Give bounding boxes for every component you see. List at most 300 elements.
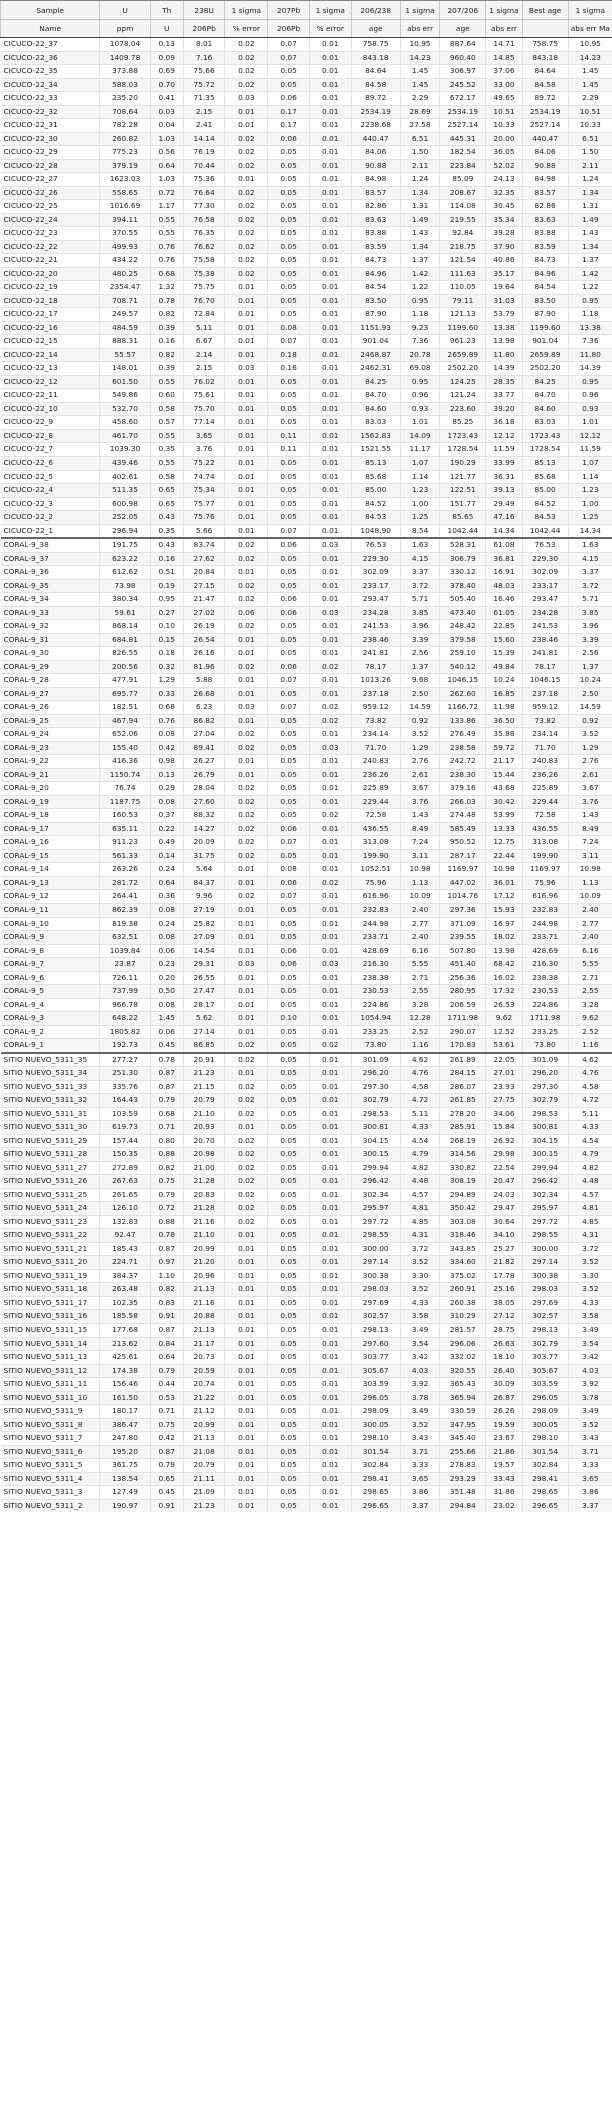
age-207-206-cell: 85.65 xyxy=(440,511,486,525)
u-ppm-cell: 264.41 xyxy=(100,890,150,904)
pb207-pb206-cell: 0.05 xyxy=(268,456,310,470)
best-age-cell: 301.09 xyxy=(522,1053,568,1067)
u238-pb206-cell: 20.91 xyxy=(183,1053,225,1067)
sigma-pct-cell: 0.01 xyxy=(309,267,351,281)
age-206-238-cell: 84.98 xyxy=(351,173,400,187)
sigma-pct-cell: 0.01 xyxy=(309,497,351,511)
age-207-206-cell: 238.30 xyxy=(440,768,486,782)
sigma-pct-cell: 0.01 xyxy=(225,524,268,538)
th-u-cell: 0.08 xyxy=(150,998,183,1012)
sample-name-cell: CORAL-9_11 xyxy=(1,904,100,918)
table-row xyxy=(1,92,612,106)
abs-err-cell: 11.80 xyxy=(486,348,522,362)
age-206-238-cell: 225.89 xyxy=(351,782,400,796)
age-207-206-cell: 672.17 xyxy=(440,92,486,106)
best-age-cell: 440.47 xyxy=(522,132,568,146)
sigma-pct-cell: 0.03 xyxy=(225,701,268,715)
abs-err-cell: 22.05 xyxy=(486,1053,522,1067)
table-row xyxy=(1,782,612,796)
sample-name-cell: CORAL-9_28 xyxy=(1,674,100,688)
sigma-pct-cell: 0.01 xyxy=(309,1269,351,1283)
table-row xyxy=(1,254,612,268)
sigma-pct-cell: 0.02 xyxy=(225,579,268,593)
sample-name-cell: CICUCO-22_27 xyxy=(1,173,100,187)
pb207-pb206-cell: 0.05 xyxy=(268,647,310,661)
best-age-err-cell: 3.37 xyxy=(568,566,612,580)
th-u-cell: 0.68 xyxy=(150,1107,183,1121)
abs-err-cell: 1.34 xyxy=(400,240,440,254)
u238-pb206-cell: 26.55 xyxy=(183,971,225,985)
age-206-238-cell: 87.90 xyxy=(351,308,400,322)
th-u-cell: 0.39 xyxy=(150,362,183,376)
sigma-pct-cell: 0.01 xyxy=(309,92,351,106)
u238-pb206-cell: 86.85 xyxy=(183,1039,225,1053)
best-age-cell: 302.57 xyxy=(522,1310,568,1324)
best-age-err-cell: 4.62 xyxy=(568,1053,612,1067)
sample-name-cell: CORAL-9_25 xyxy=(1,714,100,728)
age-206-238-cell: 313.08 xyxy=(351,836,400,850)
best-age-cell: 296.42 xyxy=(522,1175,568,1189)
sample-name-cell: SITIO NUEVO_5311_27 xyxy=(1,1161,100,1175)
age-206-238-cell: 83.57 xyxy=(351,186,400,200)
u-ppm-cell: 386.47 xyxy=(100,1418,150,1432)
best-age-err-cell: 1.42 xyxy=(568,267,612,281)
abs-err-cell: 12.52 xyxy=(486,1025,522,1039)
best-age-err-cell: 10.33 xyxy=(568,119,612,133)
header-cell: Best age xyxy=(522,1,568,20)
age-206-238-cell: 83.50 xyxy=(351,294,400,308)
best-age-cell: 1046.15 xyxy=(522,674,568,688)
age-206-238-cell: 71.70 xyxy=(351,741,400,755)
age-206-238-cell: 298.65 xyxy=(351,1486,400,1500)
th-u-cell: 0.65 xyxy=(150,1472,183,1486)
u238-pb206-cell: 5.64 xyxy=(183,863,225,877)
th-u-cell: 0.06 xyxy=(150,944,183,958)
sample-name-cell: CICUCO-22_13 xyxy=(1,362,100,376)
pb207-pb206-cell: 0.05 xyxy=(268,917,310,931)
u238-pb206-cell: 20.99 xyxy=(183,1242,225,1256)
best-age-cell: 302.34 xyxy=(522,1188,568,1202)
age-207-206-cell: 294.84 xyxy=(440,1499,486,1512)
pb207-pb206-cell: 0.05 xyxy=(268,971,310,985)
sample-name-cell: CORAL-9_3 xyxy=(1,1012,100,1026)
sample-name-cell: CORAL-9_34 xyxy=(1,593,100,607)
sigma-pct-cell: 0.01 xyxy=(309,362,351,376)
abs-err-cell: 3.85 xyxy=(400,606,440,620)
sample-name-cell: SITIO NUEVO_5311_7 xyxy=(1,1432,100,1446)
age-206-238-cell: 84.73 xyxy=(351,254,400,268)
table-row xyxy=(1,497,612,511)
abs-err-cell: 10.24 xyxy=(486,674,522,688)
u238-pb206-cell: 75.72 xyxy=(183,78,225,92)
sigma-pct-cell: 0.02 xyxy=(309,1039,351,1053)
abs-err-cell: 30.64 xyxy=(486,1215,522,1229)
age-206-238-cell: 303.59 xyxy=(351,1378,400,1392)
best-age-cell: 2502.20 xyxy=(522,362,568,376)
th-u-cell: 0.24 xyxy=(150,917,183,931)
abs-err-cell: 26.92 xyxy=(486,1134,522,1148)
best-age-cell: 85.00 xyxy=(522,484,568,498)
table-row xyxy=(1,1134,612,1148)
abs-err-cell: 4.72 xyxy=(400,1094,440,1108)
u238-pb206-cell: 26.16 xyxy=(183,647,225,661)
u-ppm-cell: 247.80 xyxy=(100,1432,150,1446)
age-206-238-cell: 229.44 xyxy=(351,795,400,809)
table-row xyxy=(1,389,612,403)
u-ppm-cell: 632.51 xyxy=(100,931,150,945)
best-age-err-cell: 3.72 xyxy=(568,1242,612,1256)
sample-name-cell: SITIO NUEVO_5311_25 xyxy=(1,1188,100,1202)
pb207-pb206-cell: 0.05 xyxy=(268,1148,310,1162)
sigma-pct-cell: 0.01 xyxy=(309,227,351,241)
sigma-pct-cell: 0.01 xyxy=(309,484,351,498)
u238-pb206-cell: 76.64 xyxy=(183,186,225,200)
best-age-err-cell: 3.52 xyxy=(568,1256,612,1270)
best-age-cell: 232.83 xyxy=(522,904,568,918)
sigma-pct-cell: 0.03 xyxy=(225,958,268,972)
sigma-pct-cell: 0.02 xyxy=(225,1107,268,1121)
u238-pb206-cell: 21.16 xyxy=(183,1215,225,1229)
u-ppm-cell: 281.72 xyxy=(100,876,150,890)
best-age-err-cell: 4.03 xyxy=(568,1364,612,1378)
best-age-err-cell: 1.00 xyxy=(568,497,612,511)
sigma-pct-cell: 0.01 xyxy=(309,944,351,958)
th-u-cell: 0.29 xyxy=(150,782,183,796)
age-207-206-cell: 1711.98 xyxy=(440,1012,486,1026)
table-row xyxy=(1,538,612,552)
table-row xyxy=(1,443,612,457)
abs-err-cell: 4.15 xyxy=(400,552,440,566)
abs-err-cell: 1.45 xyxy=(400,65,440,79)
th-u-cell: 0.41 xyxy=(150,92,183,106)
pb207-pb206-cell: 0.05 xyxy=(268,1161,310,1175)
pb207-pb206-cell: 0.05 xyxy=(268,687,310,701)
u238-pb206-cell: 20.74 xyxy=(183,1378,225,1392)
sample-name-cell: SITIO NUEVO_5311_13 xyxy=(1,1351,100,1365)
best-age-err-cell: 3.92 xyxy=(568,1378,612,1392)
pb207-pb206-cell: 0.07 xyxy=(268,701,310,715)
sample-name-cell: CORAL-9_29 xyxy=(1,660,100,674)
th-u-cell: 0.22 xyxy=(150,822,183,836)
abs-err-cell: 1.34 xyxy=(400,186,440,200)
pb207-pb206-cell: 0.06 xyxy=(268,876,310,890)
sigma-pct-cell: 0.01 xyxy=(309,579,351,593)
u238-pb206-cell: 77.14 xyxy=(183,416,225,430)
age-206-238-cell: 299.94 xyxy=(351,1161,400,1175)
age-207-206-cell: 114.08 xyxy=(440,200,486,214)
th-u-cell: 0.64 xyxy=(150,876,183,890)
pb207-pb206-cell: 0.05 xyxy=(268,1405,310,1419)
sample-name-cell: SITIO NUEVO_5311_15 xyxy=(1,1323,100,1337)
table-row xyxy=(1,308,612,322)
best-age-err-cell: 4.31 xyxy=(568,1229,612,1243)
age-206-238-cell: 298.03 xyxy=(351,1283,400,1297)
abs-err-cell: 10.33 xyxy=(486,119,522,133)
best-age-err-cell: 3.52 xyxy=(568,1283,612,1297)
age-207-206-cell: 447.02 xyxy=(440,876,486,890)
sample-name-cell: CICUCO-22_35 xyxy=(1,65,100,79)
u-ppm-cell: 157.44 xyxy=(100,1134,150,1148)
pb207-pb206-cell: 0.05 xyxy=(268,281,310,295)
sigma-pct-cell: 0.06 xyxy=(225,606,268,620)
u-ppm-cell: 127.49 xyxy=(100,1486,150,1500)
age-207-206-cell: 2534.19 xyxy=(440,105,486,119)
u238-pb206-cell: 83.74 xyxy=(183,538,225,552)
age-206-238-cell: 296.42 xyxy=(351,1175,400,1189)
sigma-pct-cell: 0.01 xyxy=(309,308,351,322)
sample-name-cell: CORAL-9_16 xyxy=(1,836,100,850)
table-row xyxy=(1,1351,612,1365)
u-ppm-cell: 200.56 xyxy=(100,660,150,674)
sample-name-cell: CICUCO-22_17 xyxy=(1,308,100,322)
sigma-pct-cell: 0.02 xyxy=(225,200,268,214)
u-ppm-cell: 370.55 xyxy=(100,227,150,241)
age-206-238-cell: 305.67 xyxy=(351,1364,400,1378)
abs-err-cell: 3.54 xyxy=(400,1337,440,1351)
sigma-pct-cell: 0.02 xyxy=(225,552,268,566)
sigma-pct-cell: 0.01 xyxy=(225,1269,268,1283)
best-age-err-cell: 14.39 xyxy=(568,362,612,376)
u-ppm-cell: 439.46 xyxy=(100,456,150,470)
th-u-cell: 0.78 xyxy=(150,1053,183,1067)
age-207-206-cell: 285.91 xyxy=(440,1121,486,1135)
abs-err-cell: 1.63 xyxy=(400,538,440,552)
best-age-cell: 297.14 xyxy=(522,1256,568,1270)
table-row xyxy=(1,294,612,308)
age-206-238-cell: 1052.51 xyxy=(351,863,400,877)
age-207-206-cell: 261.85 xyxy=(440,1094,486,1108)
abs-err-cell: 0.92 xyxy=(400,714,440,728)
pb207-pb206-cell: 0.05 xyxy=(268,728,310,742)
table-row xyxy=(1,281,612,295)
th-u-cell: 0.87 xyxy=(150,1080,183,1094)
sample-name-cell: SITIO NUEVO_5311_9 xyxy=(1,1405,100,1419)
abs-err-cell: 3.65 xyxy=(400,1472,440,1486)
table-row xyxy=(1,985,612,999)
sigma-pct-cell: 0.02 xyxy=(225,227,268,241)
th-u-cell: 0.88 xyxy=(150,1148,183,1162)
pb207-pb206-cell: 0.17 xyxy=(268,119,310,133)
u238-pb206-cell: 20.59 xyxy=(183,1364,225,1378)
best-age-err-cell: 3.76 xyxy=(568,795,612,809)
sigma-pct-cell: 0.01 xyxy=(225,402,268,416)
table-row xyxy=(1,321,612,335)
best-age-cell: 237.18 xyxy=(522,687,568,701)
best-age-cell: 85.13 xyxy=(522,456,568,470)
sample-name-cell: CORAL-9_7 xyxy=(1,958,100,972)
abs-err-cell: 9.62 xyxy=(486,1012,522,1026)
pb207-pb206-cell: 0.05 xyxy=(268,294,310,308)
u-ppm-cell: 155.40 xyxy=(100,741,150,755)
u238-pb206-cell: 76.19 xyxy=(183,146,225,160)
best-age-cell: 230.53 xyxy=(522,985,568,999)
best-age-cell: 1169.97 xyxy=(522,863,568,877)
sample-name-cell: CORAL-9_37 xyxy=(1,552,100,566)
pb207-pb206-cell: 0.08 xyxy=(268,321,310,335)
u238-pb206-cell: 75.77 xyxy=(183,497,225,511)
best-age-err-cell: 3.30 xyxy=(568,1269,612,1283)
sigma-pct-cell: 0.01 xyxy=(309,1242,351,1256)
table-row xyxy=(1,65,612,79)
table-row xyxy=(1,1486,612,1500)
sigma-pct-cell: 0.02 xyxy=(309,714,351,728)
age-206-238-cell: 85.13 xyxy=(351,456,400,470)
best-age-err-cell: 1.18 xyxy=(568,308,612,322)
abs-err-cell: 23.67 xyxy=(486,1432,522,1446)
table-row xyxy=(1,1310,612,1324)
sigma-pct-cell: 0.01 xyxy=(309,728,351,742)
header-cell: 207Pb xyxy=(268,1,310,20)
best-age-cell: 297.69 xyxy=(522,1296,568,1310)
abs-err-cell: 1.14 xyxy=(400,470,440,484)
u-ppm-cell: 708.71 xyxy=(100,294,150,308)
age-207-206-cell: 294.89 xyxy=(440,1188,486,1202)
sigma-pct-cell: 0.01 xyxy=(309,119,351,133)
pb207-pb206-cell: 0.05 xyxy=(268,1202,310,1216)
sigma-pct-cell: 0.01 xyxy=(225,1472,268,1486)
abs-err-cell: 17.12 xyxy=(486,890,522,904)
table-row xyxy=(1,51,612,65)
sigma-pct-cell: 0.01 xyxy=(225,566,268,580)
table-row xyxy=(1,660,612,674)
sigma-pct-cell: 0.01 xyxy=(225,1310,268,1324)
best-age-err-cell: 1.16 xyxy=(568,1039,612,1053)
abs-err-cell: 20.47 xyxy=(486,1175,522,1189)
sample-name-cell: CORAL-9_32 xyxy=(1,620,100,634)
age-207-206-cell: 110.05 xyxy=(440,281,486,295)
age-207-206-cell: 111.63 xyxy=(440,267,486,281)
u-ppm-cell: 267.63 xyxy=(100,1175,150,1189)
pb207-pb206-cell: 0.05 xyxy=(268,1310,310,1324)
pb207-pb206-cell: 0.06 xyxy=(268,822,310,836)
th-u-cell: 0.42 xyxy=(150,1432,183,1446)
pb207-pb206-cell: 0.05 xyxy=(268,795,310,809)
u238-pb206-cell: 70.44 xyxy=(183,159,225,173)
abs-err-cell: 6.51 xyxy=(400,132,440,146)
best-age-cell: 233.71 xyxy=(522,931,568,945)
table-row xyxy=(1,186,612,200)
pb207-pb206-cell: 0.05 xyxy=(268,146,310,160)
sample-name-cell: CORAL-9_31 xyxy=(1,633,100,647)
u-ppm-cell: 1187.75 xyxy=(100,795,150,809)
best-age-cell: 83.57 xyxy=(522,186,568,200)
header-cell: 1 sigma xyxy=(400,1,440,20)
age-207-206-cell: 960.40 xyxy=(440,51,486,65)
sample-name-cell: CICUCO-22_12 xyxy=(1,375,100,389)
age-206-238-cell: 229.30 xyxy=(351,552,400,566)
best-age-err-cell: 1.14 xyxy=(568,470,612,484)
th-u-cell: 0.87 xyxy=(150,1067,183,1081)
abs-err-cell: 15.60 xyxy=(486,633,522,647)
u238-pb206-cell: 14.27 xyxy=(183,822,225,836)
abs-err-cell: 21.82 xyxy=(486,1256,522,1270)
sigma-pct-cell: 0.02 xyxy=(225,213,268,227)
sample-name-cell: CORAL-9_1 xyxy=(1,1039,100,1053)
u238-pb206-cell: 21.13 xyxy=(183,1432,225,1446)
table-row xyxy=(1,741,612,755)
pb207-pb206-cell: 0.05 xyxy=(268,1337,310,1351)
abs-err-cell: 26.26 xyxy=(486,1405,522,1419)
u238-pb206-cell: 20.79 xyxy=(183,1459,225,1473)
pb207-pb206-cell: 0.05 xyxy=(268,1053,310,1067)
sigma-pct-cell: 0.01 xyxy=(225,904,268,918)
pb207-pb206-cell: 0.17 xyxy=(268,105,310,119)
abs-err-cell: 15.84 xyxy=(486,1121,522,1135)
sigma-pct-cell: 0.01 xyxy=(225,484,268,498)
best-age-cell: 302.79 xyxy=(522,1337,568,1351)
u238-pb206-cell: 76.58 xyxy=(183,213,225,227)
abs-err-cell: 1.16 xyxy=(400,1039,440,1053)
abs-err-cell: 13.98 xyxy=(486,335,522,349)
sigma-pct-cell: 0.01 xyxy=(309,1337,351,1351)
table-row xyxy=(1,1188,612,1202)
sigma-pct-cell: 0.01 xyxy=(309,51,351,65)
best-age-err-cell: 1.29 xyxy=(568,741,612,755)
abs-err-cell: 22.85 xyxy=(486,620,522,634)
th-u-cell: 0.45 xyxy=(150,1039,183,1053)
best-age-cell: 1042.44 xyxy=(522,524,568,538)
u238-pb206-cell: 6.23 xyxy=(183,701,225,715)
sigma-pct-cell: 0.01 xyxy=(225,931,268,945)
th-u-cell: 0.82 xyxy=(150,308,183,322)
th-u-cell: 0.68 xyxy=(150,701,183,715)
best-age-cell: 301.54 xyxy=(522,1445,568,1459)
u238-pb206-cell: 75.38 xyxy=(183,267,225,281)
age-206-238-cell: 300.81 xyxy=(351,1121,400,1135)
abs-err-cell: 47.16 xyxy=(486,511,522,525)
u-ppm-cell: 737.99 xyxy=(100,985,150,999)
abs-err-cell: 3.52 xyxy=(400,728,440,742)
best-age-cell: 297.30 xyxy=(522,1080,568,1094)
sigma-pct-cell: 0.01 xyxy=(309,1432,351,1446)
best-age-err-cell: 0.95 xyxy=(568,294,612,308)
th-u-cell: 0.82 xyxy=(150,1161,183,1175)
best-age-cell: 84.70 xyxy=(522,389,568,403)
age-207-206-cell: 365.43 xyxy=(440,1378,486,1392)
sample-name-cell: CORAL-9_33 xyxy=(1,606,100,620)
best-age-err-cell: 2.40 xyxy=(568,931,612,945)
th-u-cell: 0.71 xyxy=(150,1121,183,1135)
sample-name-cell: SITIO NUEVO_5311_31 xyxy=(1,1107,100,1121)
th-u-cell: 0.43 xyxy=(150,538,183,552)
table-row xyxy=(1,511,612,525)
sigma-pct-cell: 0.01 xyxy=(225,1121,268,1135)
sample-name-cell: SITIO NUEVO_5311_4 xyxy=(1,1472,100,1486)
table-row xyxy=(1,78,612,92)
best-age-cell: 82.86 xyxy=(522,200,568,214)
abs-err-cell: 11.59 xyxy=(486,443,522,457)
u238-pb206-cell: 21.00 xyxy=(183,1161,225,1175)
u238-pb206-cell: 26.27 xyxy=(183,755,225,769)
u238-pb206-cell: 5.11 xyxy=(183,321,225,335)
sample-name-cell: CICUCO-22_15 xyxy=(1,335,100,349)
th-u-cell: 0.79 xyxy=(150,1459,183,1473)
table-row xyxy=(1,1418,612,1432)
abs-err-cell: 22.54 xyxy=(486,1161,522,1175)
sigma-pct-cell: 0.01 xyxy=(309,1025,351,1039)
best-age-err-cell: 14.59 xyxy=(568,701,612,715)
table-row xyxy=(1,958,612,972)
table-row xyxy=(1,579,612,593)
sigma-pct-cell: 0.01 xyxy=(309,890,351,904)
th-u-cell: 0.72 xyxy=(150,186,183,200)
u-ppm-cell: 652.06 xyxy=(100,728,150,742)
best-age-cell: 2527.14 xyxy=(522,119,568,133)
age-207-206-cell: 290.07 xyxy=(440,1025,486,1039)
best-age-err-cell: 3.33 xyxy=(568,1459,612,1473)
th-u-cell: 0.50 xyxy=(150,985,183,999)
abs-err-cell: 1.50 xyxy=(400,146,440,160)
